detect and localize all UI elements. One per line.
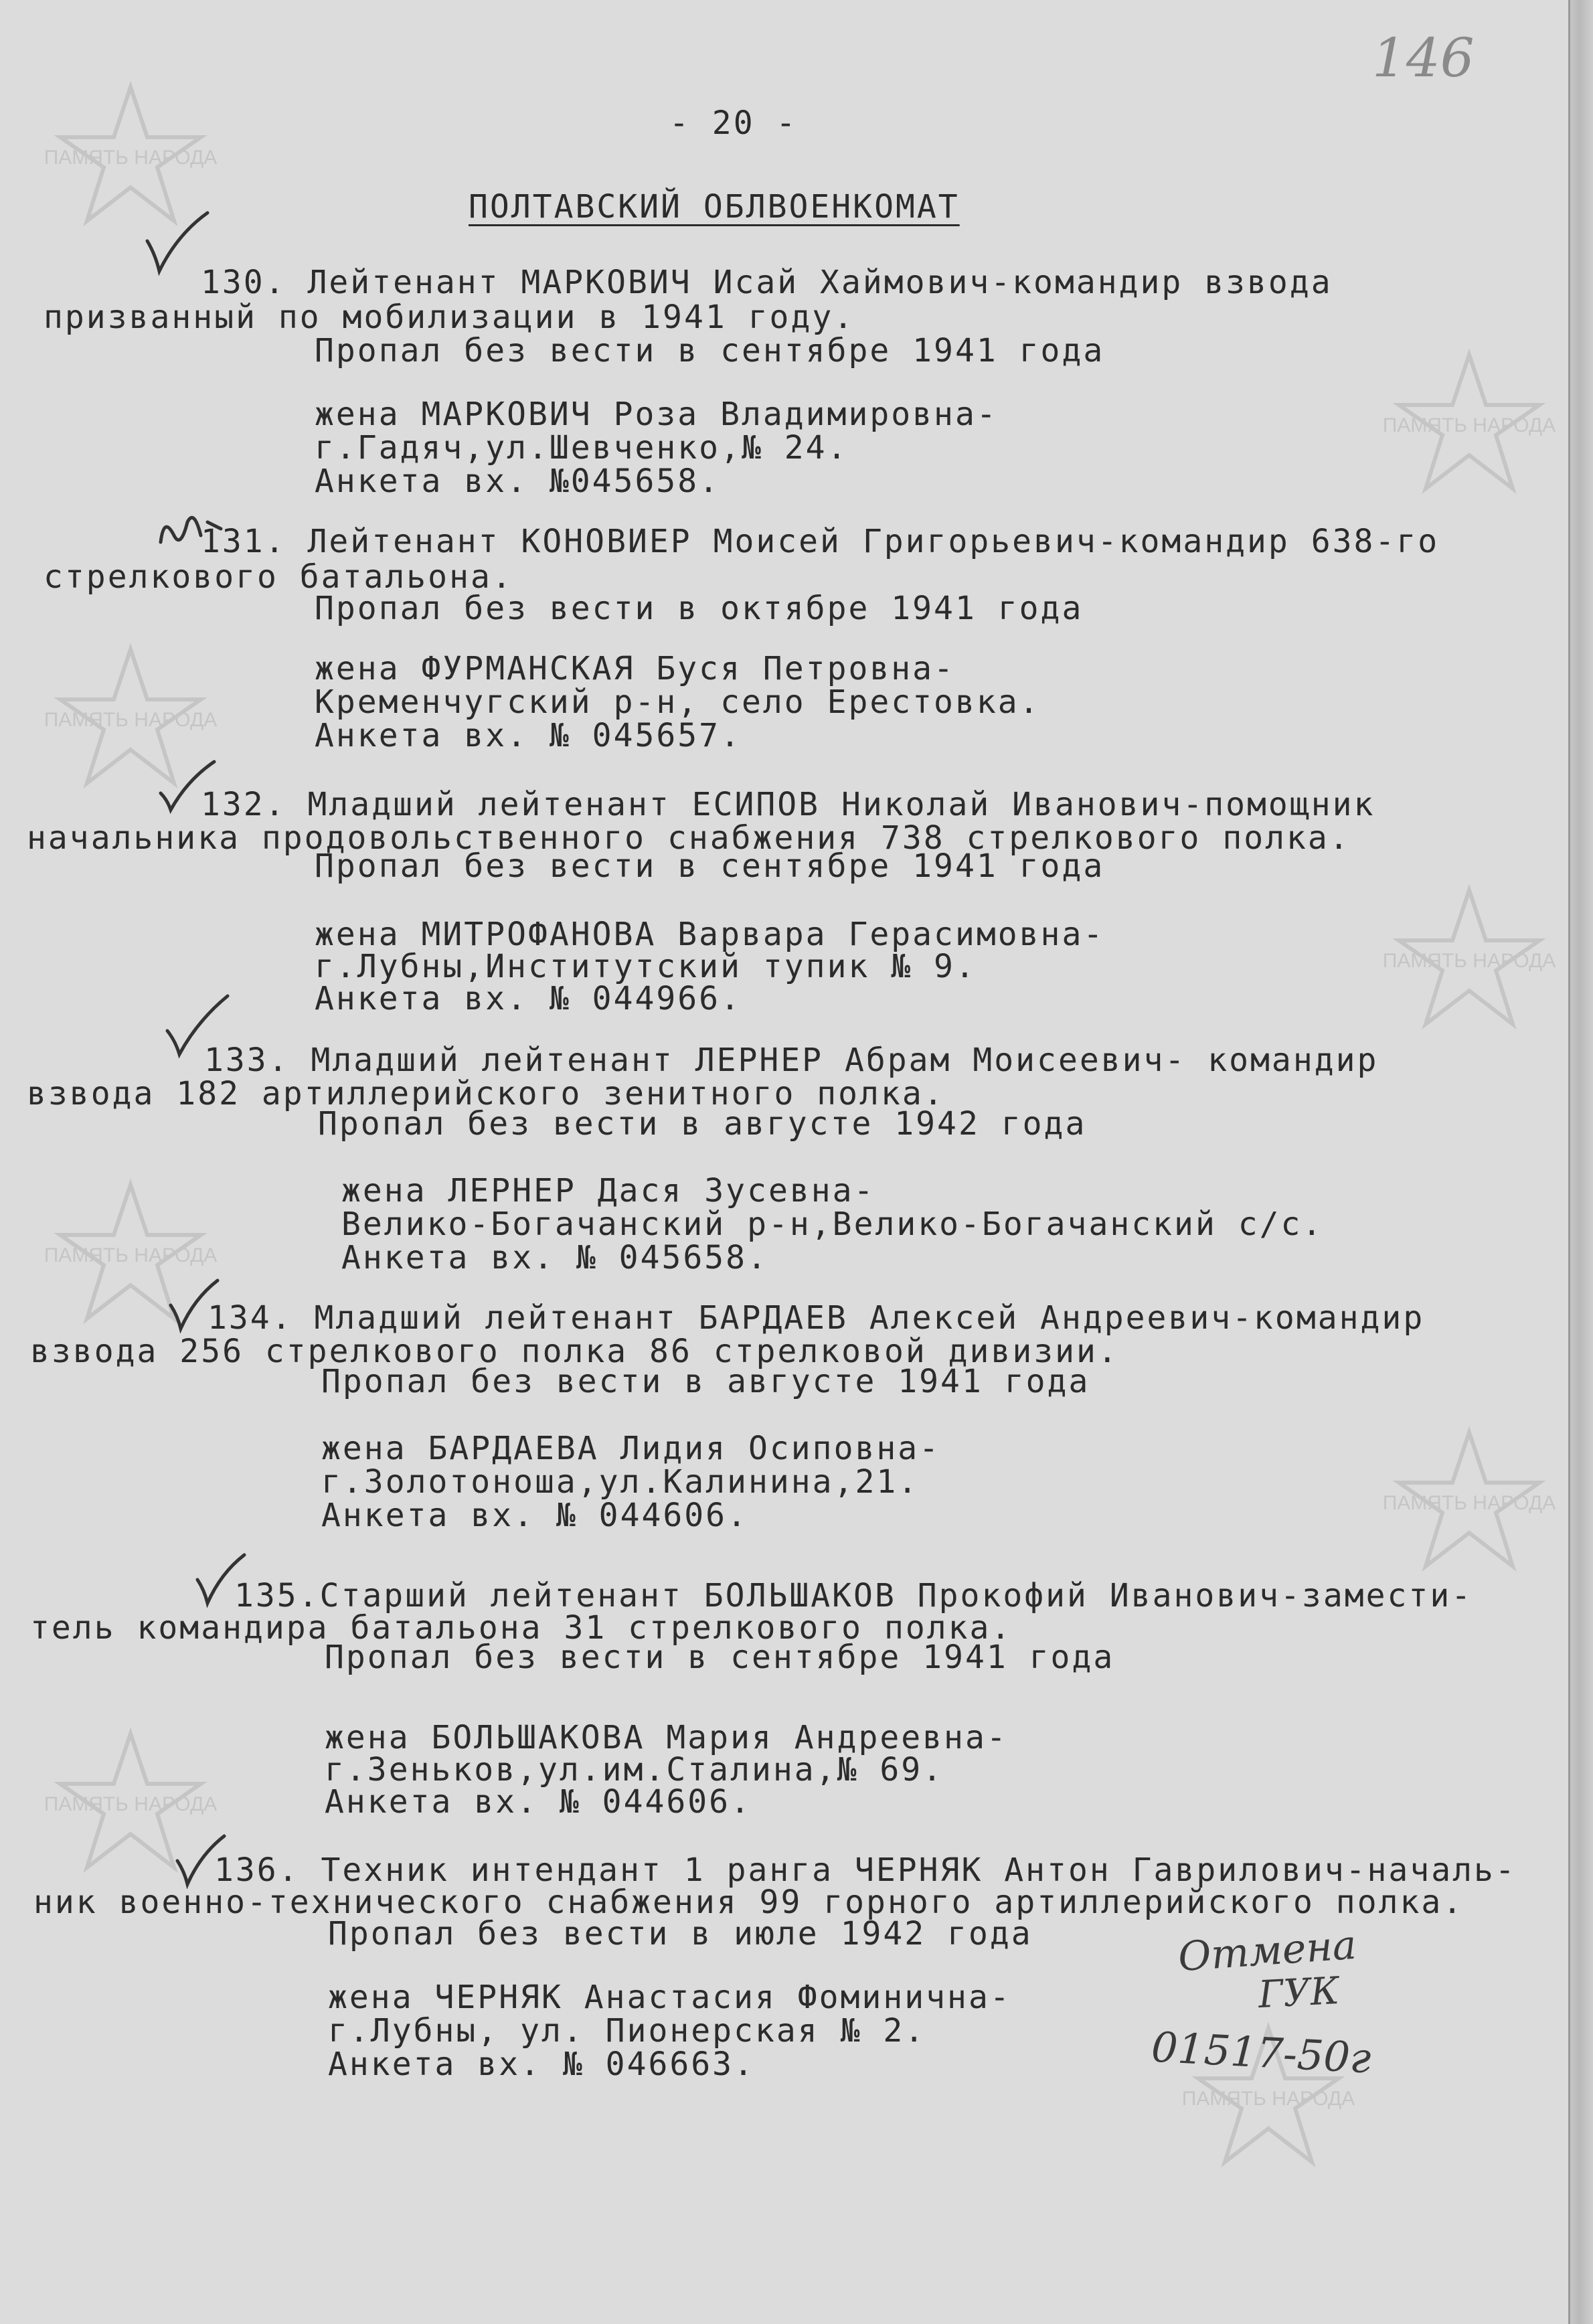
svg-text:ПАМЯТЬ НАРОДА: ПАМЯТЬ НАРОДА [44,1244,218,1266]
entry-135-line1: 135.Старший лейтенант БОЛЬШАКОВ Прокофий Иванович-замести- [234,1577,1473,1614]
entry-130-missing: Пропал без вести в сентябре 1941 года [315,332,1105,369]
page-number: - 20 - [669,104,798,142]
entry-132-line2: начальника продовольственного снабжения 738 стрелкового полка. [27,819,1351,857]
entry-135-wife: жена БОЛЬШАКОВА Мария Андреевна- [325,1719,1008,1756]
entry-134-form: Анкета вх. № 044606. [321,1497,748,1534]
page-title: ПОЛТАВСКИЙ ОБЛВОЕНКОМАТ [469,188,960,226]
entry-133-wife: жена ЛЕРНЕР Дася Зусевна- [341,1172,875,1210]
svg-text:ПАМЯТЬ НАРОДА: ПАМЯТЬ НАРОДА [1382,950,1556,972]
entry-131-wife: жена ФУРМАНСКАЯ Буся Петровна- [315,650,955,687]
entry-134-missing: Пропал без вести в августе 1941 года [321,1363,1090,1400]
entry-135-address: г.Зеньков,ул.им.Сталина,№ 69. [325,1751,944,1789]
entry-133-form: Анкета вх. № 045658. [341,1239,768,1276]
entry-130-line1: 130. Лейтенант МАРКОВИЧ Исай Хаймович-командир взвода [201,264,1333,301]
entry-134-address: г.Золотоноша,ул.Калинина,21. [321,1463,920,1501]
watermark-stamp [1382,884,1556,1038]
entry-132-address: г.Лубны,Институтский тупик № 9. [315,948,977,985]
margin-note-line3: 01517-50г [1150,2022,1373,2083]
entry-133-address: Велико-Богачанский р-н,Велико-Богачанский с/с. [341,1206,1324,1243]
entry-136-address: г.Лубны, ул. Пионерская № 2. [328,2012,926,2050]
entry-133-missing: Пропал без вести в августе 1942 года [318,1105,1087,1143]
entry-133-line1: 133. Младший лейтенант ЛЕРНЕР Абрам Моисеевич- командир [204,1042,1379,1079]
entry-131-line1: 131. Лейтенант КОНОВИЕР Моисей Григорьевич-командир 638-го [201,523,1440,560]
entry-136-wife: жена ЧЕРНЯК Анастасия Фоминична- [328,1979,1011,2016]
margin-note-line2: ГУК [1257,1969,1341,2017]
margin-note-line1: Отмена [1176,1921,1358,1981]
entry-131-address: Кременчугский р-н, село Ерестовка. [315,683,1041,721]
entry-135-missing: Пропал без вести в сентябре 1941 года [325,1639,1115,1676]
entry-132-line1: 132. Младший лейтенант ЕСИПОВ Николай Иванович-помощник [201,786,1375,823]
entry-135-line2: тель командира батальона 31 стрелкового полка. [30,1609,1013,1647]
watermark-stamp [1382,348,1556,502]
archive-number: 146 [1372,27,1475,89]
entry-131-form: Анкета вх. № 045657. [315,717,742,754]
watermark-stamp [1382,1426,1556,1580]
entry-132-wife: жена МИТРОФАНОВА Варвара Герасимовна- [315,916,1105,953]
entry-136-form: Анкета вх. № 046663. [328,2046,755,2083]
svg-text:ПАМЯТЬ НАРОДА: ПАМЯТЬ НАРОДА [1181,2088,1355,2110]
svg-text:ПАМЯТЬ НАРОДА: ПАМЯТЬ НАРОДА [1382,414,1556,436]
svg-text:ПАМЯТЬ НАРОДА: ПАМЯТЬ НАРОДА [1382,1492,1556,1514]
entry-130-line2: призванный по мобилизации в 1941 году. [44,299,855,336]
entry-134-line2: взвода 256 стрелкового полка 86 стрелковой дивизии. [30,1333,1119,1370]
entry-131-missing: Пропал без вести в октябре 1941 года [315,590,1084,627]
entry-130-address: г.Гадяч,ул.Шевченко,№ 24. [315,429,849,467]
entry-133-line2: взвода 182 артиллерийского зенитного полка. [27,1075,945,1112]
entry-134-line1: 134. Младший лейтенант БАРДАЕВ Алексей Андреевич-командир [207,1299,1425,1337]
entry-130-form: Анкета вх. №045658. [315,463,721,500]
entry-136-line1: 136. Техник интендант 1 ранга ЧЕРНЯК Антон Гаврилович-началь- [214,1851,1517,1889]
entry-136-missing: Пропал без вести в июле 1942 года [328,1915,1033,1953]
entry-132-missing: Пропал без вести в сентябре 1941 года [315,847,1105,885]
entry-130-wife: жена МАРКОВИЧ Роза Владимировна- [315,396,998,433]
entry-131-line2: стрелкового батальона. [44,558,513,596]
entry-136-line2: ник военно-технического снабжения 99 горного артиллерийского полка. [33,1884,1464,1921]
entry-135-form: Анкета вх. № 044606. [325,1783,752,1821]
svg-text:ПАМЯТЬ НАРОДА: ПАМЯТЬ НАРОДА [44,147,218,169]
page-edge [1568,0,1593,2324]
svg-text:ПАМЯТЬ НАРОДА: ПАМЯТЬ НАРОДА [44,709,218,731]
entry-134-wife: жена БАРДАЕВА Лидия Осиповна- [321,1430,941,1467]
entry-132-form: Анкета вх. № 044966. [315,980,742,1017]
svg-text:ПАМЯТЬ НАРОДА: ПАМЯТЬ НАРОДА [44,1793,218,1815]
